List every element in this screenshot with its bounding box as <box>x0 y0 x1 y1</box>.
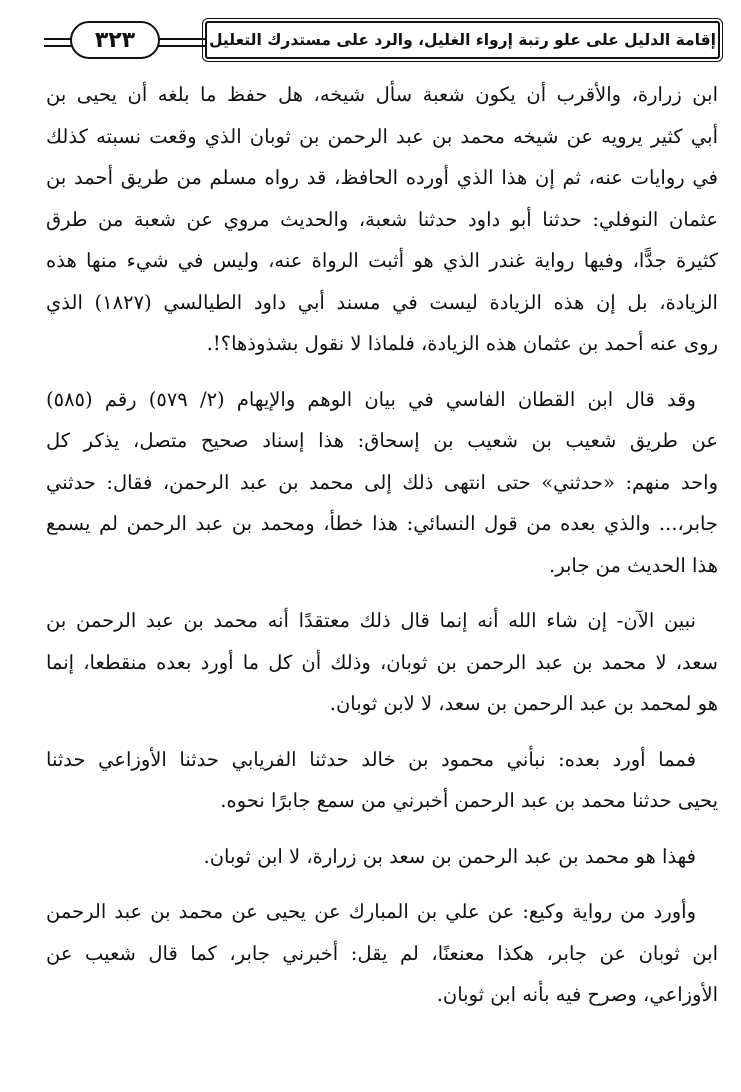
text-line: روى عنه أحمد بن عثمان هذه الزيادة، فلماذا لا نقول بشذوذها؟!. <box>206 332 718 355</box>
text-line: عن طريق شعيب بن شعيب بن إسحاق: هذا إسناد صحيح متصل، يذكر كل <box>46 429 718 452</box>
paragraph <box>46 891 718 1016</box>
text-line: نبين الآن- إن شاء الله أنه إنما قال ذلك معتقدًا أنه محمد بن عبد الرحمن بن <box>46 609 696 632</box>
text-line: الأوزاعي، وصرح فيه بأنه ابن ثوبان. <box>436 983 718 1006</box>
text-line: فمما أورد بعده: نبأني محمود بن خالد حدثنا الفريابي حدثنا الأوزاعي حدثنا <box>46 747 696 771</box>
text-line: ابن زرارة، والأقرب أن يكون شعبة سأل شيخه، هل حفظ ما بلغه أن يحيى بن <box>46 83 718 106</box>
paragraph <box>46 836 718 878</box>
text-line: في روايات عنه، ثم إن هذا الذي أورده الحافظ، قد رواه مسلم من طريق أحمد بن <box>46 166 718 189</box>
header-title: إقامة الدليل على علو رتبة إرواء الغليل، والرد على مستدرك التعليل <box>205 21 720 59</box>
paragraph <box>46 739 718 822</box>
running-header <box>44 18 720 62</box>
text-line: ابن ثوبان عن جابر، هكذا معنعنًا، لم يقل: أخبرني جابر، كما قال شعيب عن <box>46 941 718 965</box>
text-line: جابر،... والذي بعده من قول النسائي: هذا خطأ، ومحمد بن عبد الرحمن لم يسمع <box>46 512 718 535</box>
text-line: كثيرة جدًّا، وفيها رواية غندر الذي هو أثبت الرواة عنه، وليس في شيء منها هذه <box>46 249 718 272</box>
paragraph <box>46 74 718 365</box>
page-number: ٣٢٣ <box>70 21 160 59</box>
text-line: هو لمحمد بن عبد الرحمن بن سعد، لا لابن ثوبان. <box>329 692 718 715</box>
text-line: سعد، لا محمد بن عبد الرحمن بن ثوبان، وذلك أن كل ما أورد بعده منقطعا، إنما <box>46 650 718 674</box>
paragraph <box>46 600 718 725</box>
paragraph <box>46 379 718 587</box>
text-line: يحيى حدثنا محمد بن عبد الرحمن أخبرني من سمع جابرًا نحوه. <box>220 789 718 812</box>
text-line: عثمان النوفلي: حدثنا أبو داود حدثنا شعبة، والحديث مروي عن شعبة من طرق <box>46 207 718 231</box>
page-body <box>46 74 718 1016</box>
text-line: واحد منهم: «حدثني» حتى انتهى ذلك إلى محمد بن عبد الرحمن، فقال: حدثني <box>46 470 718 494</box>
text-line: فهذا هو محمد بن عبد الرحمن بن سعد بن زرارة، لا ابن ثوبان. <box>203 844 696 868</box>
text-line: هذا الحديث من جابر. <box>549 553 718 577</box>
text-line: الزيادة، بل إن هذه الزيادة ليست في مسند أبي داود الطيالسي (١٨٢٧) الذي <box>46 290 718 314</box>
text-line: وقد قال ابن القطان الفاسي في بيان الوهم والإيهام (٢/ ٥٧٩) رقم (٥٨٥) <box>46 387 696 411</box>
text-line: وأورد من رواية وكيع: عن علي بن المبارك عن يحيى عن محمد بن عبد الرحمن <box>46 900 696 923</box>
text-line: أبي كثير يرويه عن شيخه محمد بن عبد الرحمن بن ثوبان الذي وقعت نسبته كذلك <box>46 124 718 148</box>
